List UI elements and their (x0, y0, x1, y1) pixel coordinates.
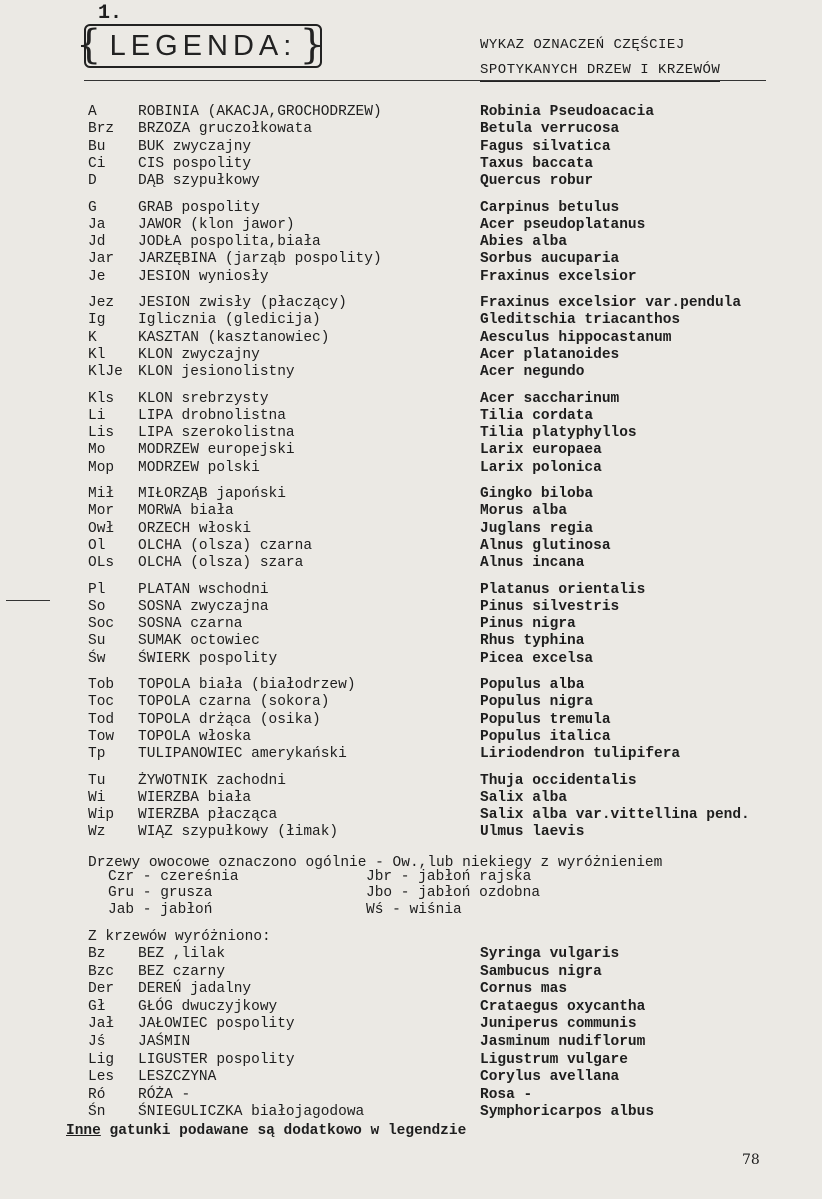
latin-name: Liriodendron tulipifera (480, 746, 681, 763)
polish-name: MIŁORZĄB japoński (138, 486, 286, 502)
latin-name: Larix polonica (480, 459, 602, 476)
latin-name: Tilia platyphyllos (480, 425, 637, 442)
polish-name: KLON srebrzysty (138, 390, 269, 407)
polish-name: TOPOLA włoska (138, 728, 252, 745)
left-brace-decoration: { (76, 22, 107, 68)
latin-name: Tilia cordata (480, 407, 594, 424)
species-code: Śn (88, 1104, 106, 1121)
latin-name: Pinus silvestris (480, 598, 620, 615)
species-code: Ol (88, 537, 106, 554)
species-code: Je (88, 268, 106, 285)
latin-name: Rosa - (480, 1086, 533, 1103)
species-code: Kl (88, 346, 106, 363)
species-code: Pl (88, 581, 106, 598)
polish-name: DĄB szypułkowy (138, 173, 260, 190)
latin-name: Alnus glutinosa (480, 537, 611, 554)
latin-name: Acer pseudoplatanus (480, 216, 646, 233)
margin-dash (6, 600, 50, 601)
latin-name: Symphoricarpos albus (480, 1104, 655, 1121)
latin-name: Populus italica (480, 728, 611, 745)
species-code: K (88, 329, 97, 346)
species-code: Tod (88, 711, 115, 728)
shrubs-heading: Z krzewów wyróżniono: (88, 929, 271, 945)
latin-name: Ligustrum vulgare (480, 1051, 628, 1068)
latin-name: Salix alba (480, 789, 568, 806)
latin-name: Fraxinus excelsior var.pendula (480, 295, 742, 311)
fruit-trees-intro: Drzewy owocowe oznaczono ogólnie - Ow.,lub niekiegy z wyróżnieniem (88, 855, 663, 871)
species-code: Owł (88, 520, 115, 537)
latin-name: Rhus typhina (480, 633, 585, 650)
species-code: Wi (88, 789, 106, 806)
species-code: Ja (88, 216, 106, 233)
polish-name: JESION wyniosły (138, 268, 269, 285)
footer-rest: gatunki podawane są dodatkowo w legendzie (100, 1123, 467, 1139)
polish-name: WIERZBA biała (138, 789, 252, 806)
polish-name: BEZ czarny (138, 963, 226, 980)
species-code: Mił (88, 486, 115, 502)
latin-name: Jasminum nudiflorum (480, 1034, 646, 1050)
legend-title-box (76, 22, 330, 68)
species-code: Lig (88, 1051, 115, 1068)
species-code: Wip (88, 807, 115, 824)
species-code: Su (88, 633, 106, 650)
latin-name: Picea excelsa (480, 650, 594, 667)
latin-name: Salix alba var.vittellina pend. (480, 807, 750, 824)
latin-name: Gleditschia triacanthos (480, 312, 681, 329)
polish-name: PLATAN wschodni (138, 581, 269, 598)
polish-name: OLCHA (olsza) czarna (138, 537, 313, 554)
species-code: Gł (88, 998, 106, 1015)
polish-name: SOSNA czarna (138, 616, 243, 633)
species-code: Jez (88, 295, 115, 311)
polish-name: JAŚMIN (138, 1034, 191, 1050)
species-code: Li (88, 407, 106, 424)
polish-name: SOSNA zwyczajna (138, 598, 269, 615)
polish-name: MODRZEW polski (138, 459, 260, 476)
polish-name: ROBINIA (AKACJA,GROCHODRZEW) (138, 104, 382, 120)
species-code: Tp (88, 746, 106, 763)
latin-name: Acer saccharinum (480, 390, 620, 407)
legend-title: LEGENDA: (109, 29, 297, 62)
page-mark-top: 1. (98, 2, 123, 25)
fruit-tree-item: Gru - grusza (108, 885, 213, 901)
latin-name: Juglans regia (480, 520, 594, 537)
latin-name: Abies alba (480, 234, 568, 251)
latin-name: Aesculus hippocastanum (480, 329, 672, 346)
latin-name: Populus tremula (480, 711, 611, 728)
polish-name: KLON zwyczajny (138, 346, 260, 363)
polish-name: TULIPANOWIEC amerykański (138, 746, 347, 763)
polish-name: GRAB pospolity (138, 199, 260, 216)
latin-name: Betula verrucosa (480, 121, 620, 138)
polish-name: WIERZBA płacząca (138, 807, 278, 824)
polish-name: Iglicznia (gledicija) (138, 312, 321, 329)
latin-name: Syringa vulgaris (480, 946, 620, 962)
species-code: Jd (88, 234, 106, 251)
species-code: Brz (88, 121, 115, 138)
polish-name: ŻYWOTNIK zachodni (138, 772, 286, 789)
polish-name: JAWOR (klon jawor) (138, 216, 295, 233)
species-code: Ci (88, 155, 106, 172)
page-number-bottom: 78 (742, 1152, 760, 1168)
species-code: Toc (88, 694, 115, 711)
latin-name: Robinia Pseudoacacia (480, 104, 655, 120)
species-code: So (88, 598, 106, 615)
polish-name: KASZTAN (kasztanowiec) (138, 329, 330, 346)
polish-name: WIĄZ szypułkowy (łimak) (138, 824, 339, 841)
fruit-tree-item: Czr - czereśnia (108, 869, 239, 885)
fruit-tree-item: Jbo - jabłoń ozdobna (366, 885, 541, 901)
species-code: Tu (88, 772, 106, 789)
species-code: Mop (88, 459, 115, 476)
heading-line-1: WYKAZ OZNACZEŃ CZĘŚCIEJ (480, 37, 685, 53)
species-code: OLs (88, 555, 115, 572)
latin-name: Thuja occidentalis (480, 772, 637, 789)
species-code: Jar (88, 251, 115, 268)
latin-name: Populus alba (480, 677, 585, 693)
polish-name: BEZ ,lilak (138, 946, 226, 962)
polish-name: LIPA szerokolistna (138, 425, 295, 442)
polish-name: TOPOLA drżąca (osika) (138, 711, 321, 728)
polish-name: JODŁA pospolita,biała (138, 234, 321, 251)
polish-name: JESION zwisły (płaczący) (138, 295, 347, 311)
latin-name: Crataegus oxycantha (480, 998, 646, 1015)
polish-name: ORZECH włoski (138, 520, 252, 537)
fruit-tree-item: Jab - jabłoń (108, 902, 213, 918)
fruit-tree-item: Jbr - jabłoń rajska (366, 869, 532, 885)
polish-name: TOPOLA biała (białodrzew) (138, 677, 356, 693)
header-divider (84, 80, 766, 81)
latin-name: Cornus mas (480, 981, 568, 998)
species-code: Ig (88, 312, 106, 329)
species-code: Bu (88, 138, 106, 155)
species-code: Tob (88, 677, 115, 693)
species-code: Ró (88, 1086, 106, 1103)
species-code: Jał (88, 1016, 115, 1033)
species-code: Mo (88, 442, 106, 459)
species-code: Jś (88, 1034, 106, 1050)
species-code: Les (88, 1069, 115, 1086)
polish-name: OLCHA (olsza) szara (138, 555, 304, 572)
species-code: Mor (88, 503, 115, 520)
species-code: Soc (88, 616, 115, 633)
latin-name: Taxus baccata (480, 155, 594, 172)
latin-name: Gingko biloba (480, 486, 594, 502)
species-code: Kls (88, 390, 115, 407)
polish-name: RÓŻA - (138, 1086, 191, 1103)
latin-name: Pinus nigra (480, 616, 576, 633)
species-code: Tow (88, 728, 115, 745)
footer-underlined-word: Inne (66, 1123, 101, 1139)
polish-name: CIS pospolity (138, 155, 252, 172)
latin-name: Fraxinus excelsior (480, 268, 637, 285)
species-code: G (88, 199, 97, 216)
latin-name: Juniperus communis (480, 1016, 637, 1033)
polish-name: LIGUSTER pospolity (138, 1051, 295, 1068)
latin-name: Fagus silvatica (480, 138, 611, 155)
polish-name: JARZĘBINA (jarząb pospolity) (138, 251, 382, 268)
species-code: KlJe (88, 364, 123, 381)
polish-name: SUMAK octowiec (138, 633, 260, 650)
species-code: Der (88, 981, 115, 998)
polish-name: KLON jesionolistny (138, 364, 295, 381)
latin-name: Morus alba (480, 503, 568, 520)
latin-name: Sorbus aucuparia (480, 251, 620, 268)
right-brace-decoration: } (299, 22, 330, 68)
polish-name: JAŁOWIEC pospolity (138, 1016, 295, 1033)
polish-name: LESZCZYNA (138, 1069, 217, 1086)
polish-name: GŁÓG dwuczyjkowy (138, 998, 278, 1015)
species-code: Wz (88, 824, 106, 841)
polish-name: MORWA biała (138, 503, 234, 520)
footer-note (66, 1123, 466, 1140)
latin-name: Ulmus laevis (480, 824, 585, 841)
species-code: Lis (88, 425, 115, 442)
species-code: D (88, 173, 97, 190)
species-code: A (88, 104, 97, 120)
latin-name: Alnus incana (480, 555, 585, 572)
polish-name: ŚNIEGULICZKA białojagodowa (138, 1104, 365, 1121)
polish-name: DEREŃ jadalny (138, 981, 252, 998)
latin-name: Larix europaea (480, 442, 602, 459)
latin-name: Populus nigra (480, 694, 594, 711)
species-code: Bzc (88, 963, 115, 980)
heading-line-2: SPOTYKANYCH DRZEW I KRZEWÓW (480, 62, 720, 82)
species-code: Św (88, 650, 106, 667)
latin-name: Platanus orientalis (480, 581, 646, 598)
polish-name: LIPA drobnolistna (138, 407, 286, 424)
latin-name: Corylus avellana (480, 1069, 620, 1086)
latin-name: Carpinus betulus (480, 199, 620, 216)
polish-name: ŚWIERK pospolity (138, 650, 278, 667)
latin-name: Quercus robur (480, 173, 594, 190)
latin-name: Acer platanoides (480, 346, 620, 363)
latin-name: Acer negundo (480, 364, 585, 381)
latin-name: Sambucus nigra (480, 963, 602, 980)
polish-name: BUK zwyczajny (138, 138, 252, 155)
polish-name: TOPOLA czarna (sokora) (138, 694, 330, 711)
polish-name: BRZOZA gruczołkowata (138, 121, 313, 138)
polish-name: MODRZEW europejski (138, 442, 295, 459)
species-code: Bz (88, 946, 106, 962)
fruit-tree-item: Wś - wiśnia (366, 902, 462, 918)
